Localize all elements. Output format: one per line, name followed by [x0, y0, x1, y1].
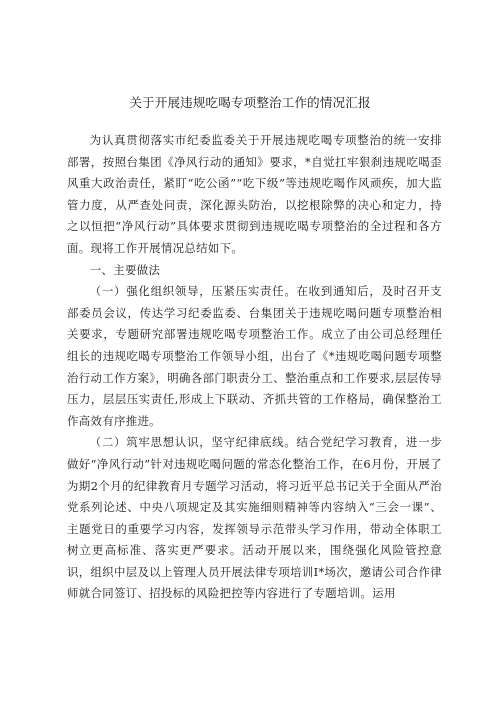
document-title: 关于开展违规吃喝专项整治工作的情况汇报: [129, 95, 371, 110]
point-1-paragraph: （一）强化组织领导，压紧压实责任。在收到通知后，及时召开支部委员会议，传达学习纪委监委、台集团关于违规吃喝问题专项整治相关要求，专题研究部署违规吃喝专项整治工作。成立了由公司总经理任组长的违规吃喝专项整治工作领导小组，出台了《*违规吃喝问题专项整治行动工作方案》，明确各部门职责分工、整治重点和工作要求,层层传导压力，层层压实责任,形成上下联动、齐抓共管的工作格局，确保整治工作高效有序推进。: [67, 284, 442, 428]
document-body: [67, 130, 442, 605]
intro-paragraph: 为认真贯彻落实市纪委监委关于开展违规吃喝专项整治的统一安排部署，按照台集团《净风行动的通知》要求，*自觉扛牢狠刹违规吃喝歪风重大政治责任，紧盯“吃公函”“吃下级”等违规吃喝作风顽疾，加大监管力度，从严查处问责，深化源头防治，以挖根除弊的决心和定力，持之以恒把“净风行动”具体要求贯彻到违规吃喝专项整治的全过程和各方面。现将工作开展情况总结如下。: [67, 133, 442, 255]
section-heading: 一、主要做法: [89, 262, 161, 277]
point-2-paragraph: （二）筑牢思想认识，坚守纪律底线。结合党纪学习教育，进一步做好“净风行动”针对违规吃喝问题的常态化整治工作，在6月份，开展了为期2个月的纪律教育月专题学习活动，将习近平总书记关于全面从严治党系列论述、中央八项规定及其实施细则精神等内容纳入“三会一课”、主题党日的重要学习内容，发挥领导示范带头学习作用，带动全体职工树立更高标准、落实更严要求。活动开展以来，围绕强化风险管控意识，组织中层及以上管理人员开展法律专项培训I*场次，邀请公司合作律师就合同签订、招投标的风险把控等内容进行了专题培训。运用: [67, 435, 442, 601]
